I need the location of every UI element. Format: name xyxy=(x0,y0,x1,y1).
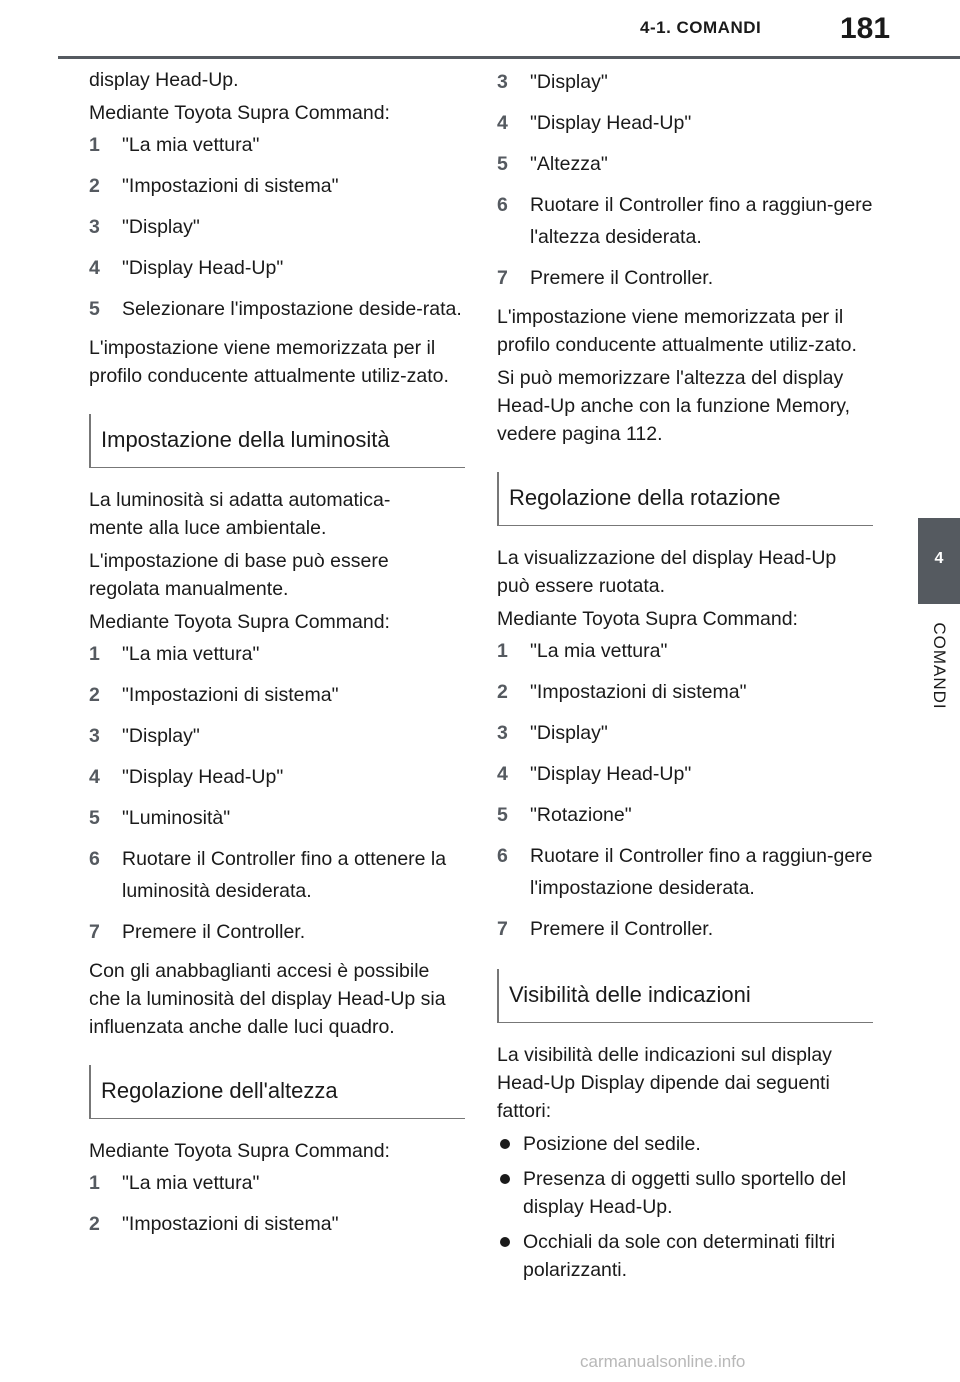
step-text: "La mia vettura" xyxy=(122,134,260,156)
step-text: "Display" xyxy=(122,216,200,238)
bullet-item xyxy=(497,1165,873,1221)
step-number: 1 xyxy=(89,1172,100,1194)
step-number: 2 xyxy=(89,684,100,706)
step-item xyxy=(497,717,873,749)
step-item xyxy=(89,638,465,670)
step-text: "Impostazioni di sistema" xyxy=(530,681,747,703)
step-number: 3 xyxy=(497,722,508,744)
step-text: Ruotare il Controller fino a raggiun-gere l'impostazione desiderata. xyxy=(530,845,873,899)
paragraph: display Head-Up. xyxy=(89,69,239,91)
paragraph: Mediante Toyota Supra Command: xyxy=(497,608,798,630)
step-item xyxy=(497,840,873,904)
chapter-label-text: COMANDI xyxy=(930,622,949,710)
step-number: 5 xyxy=(497,153,508,175)
step-number: 6 xyxy=(497,194,508,216)
step-text: Premere il Controller. xyxy=(122,921,306,943)
step-number: 2 xyxy=(89,175,100,197)
step-item xyxy=(89,252,465,284)
step-text: Premere il Controller. xyxy=(530,267,714,289)
bullet-text: Presenza di oggetti sullo sportello del display Head-Up. xyxy=(523,1168,847,1218)
step-item xyxy=(497,107,873,139)
step-number: 1 xyxy=(497,640,508,662)
bullet-icon xyxy=(500,1139,510,1149)
step-text: "Impostazioni di sistema" xyxy=(122,1213,339,1235)
bullet-icon xyxy=(500,1237,510,1247)
paragraph: L'impostazione viene memorizzata per il profilo conducente attualmente utiliz-zato. xyxy=(89,337,449,387)
header-divider xyxy=(58,56,960,59)
step-number: 1 xyxy=(89,134,100,156)
chapter-number: 4 xyxy=(934,550,944,567)
step-item xyxy=(497,148,873,180)
step-text: Ruotare il Controller fino a raggiun-gere l'altezza desiderata. xyxy=(530,194,873,248)
step-number: 2 xyxy=(497,681,508,703)
section-heading: Regolazione dell'altezza xyxy=(89,1065,465,1119)
paragraph: La luminosità si adatta automatica-mente alla luce ambientale. xyxy=(89,489,391,539)
bullet-item xyxy=(497,1228,873,1284)
step-text: "Altezza" xyxy=(530,153,608,175)
step-text: "Display Head-Up" xyxy=(122,257,284,279)
step-text: "La mia vettura" xyxy=(122,643,260,665)
step-text: "Impostazioni di sistema" xyxy=(122,684,339,706)
step-text: "Display Head-Up" xyxy=(530,763,692,785)
step-number: 6 xyxy=(89,848,100,870)
step-item xyxy=(497,913,873,945)
step-text: Ruotare il Controller fino a ottenere la luminosità desiderata. xyxy=(122,848,447,902)
step-item xyxy=(89,802,465,834)
step-text: "Display Head-Up" xyxy=(122,766,284,788)
step-text: "Rotazione" xyxy=(530,804,632,826)
step-number: 4 xyxy=(497,112,508,134)
step-number: 3 xyxy=(497,71,508,93)
paragraph: La visualizzazione del display Head-Up può essere ruotata. xyxy=(497,547,837,597)
paragraph: Mediante Toyota Supra Command: xyxy=(89,102,390,124)
step-item xyxy=(89,761,465,793)
right-column xyxy=(497,66,873,1291)
paragraph: La visibilità delle indicazioni sul display Head-Up Display dipende dai seguenti fattori: xyxy=(497,1044,832,1122)
step-text: "La mia vettura" xyxy=(122,1172,260,1194)
step-text: "Display" xyxy=(530,71,608,93)
step-item xyxy=(497,189,873,253)
paragraph: Mediante Toyota Supra Command: xyxy=(89,611,390,633)
step-item xyxy=(89,293,465,325)
step-text: Selezionare l'impostazione deside-rata. xyxy=(122,298,462,320)
step-text: "Display" xyxy=(122,725,200,747)
step-number: 6 xyxy=(497,845,508,867)
watermark: carmanualsonline.info xyxy=(580,1352,746,1371)
step-item xyxy=(497,676,873,708)
step-item xyxy=(497,635,873,667)
step-number: 3 xyxy=(89,216,100,238)
step-item xyxy=(89,211,465,243)
paragraph: L'impostazione di base può essere regolata manualmente. xyxy=(89,550,389,600)
section-heading: Regolazione della rotazione xyxy=(497,472,873,526)
step-number: 1 xyxy=(89,643,100,665)
step-item xyxy=(89,720,465,752)
paragraph: Con gli anabbaglianti accesi è possibile che la luminosità del display Head-Up sia influenzata anche dalle luci quadro. xyxy=(89,960,446,1038)
paragraph: Mediante Toyota Supra Command: xyxy=(89,1140,390,1162)
step-text: "Display" xyxy=(530,722,608,744)
step-number: 5 xyxy=(89,298,100,320)
section-heading: Impostazione della luminosità xyxy=(89,414,465,468)
step-item xyxy=(89,1167,465,1199)
step-item xyxy=(89,916,465,948)
step-item xyxy=(497,758,873,790)
step-number: 7 xyxy=(89,921,100,943)
step-text: "Luminosità" xyxy=(122,807,231,829)
step-item xyxy=(89,679,465,711)
step-item xyxy=(89,129,465,161)
chapter-tab xyxy=(918,518,960,604)
bullet-item xyxy=(497,1130,873,1158)
step-item xyxy=(497,262,873,294)
page-header xyxy=(0,0,960,62)
page-number: 181 xyxy=(839,12,891,45)
step-text: "La mia vettura" xyxy=(530,640,668,662)
step-number: 7 xyxy=(497,267,508,289)
step-text: Premere il Controller. xyxy=(530,918,714,940)
step-number: 7 xyxy=(497,918,508,940)
step-number: 2 xyxy=(89,1213,100,1235)
section-title: 4-1. COMANDI xyxy=(640,18,762,37)
bullet-text: Occhiali da sole con determinati filtri polarizzanti. xyxy=(523,1231,836,1281)
step-item xyxy=(497,799,873,831)
step-number: 5 xyxy=(89,807,100,829)
step-item xyxy=(89,1208,465,1240)
step-text: "Impostazioni di sistema" xyxy=(122,175,339,197)
step-number: 4 xyxy=(497,763,508,785)
section-heading: Visibilità delle indicazioni xyxy=(497,969,873,1023)
step-number: 5 xyxy=(497,804,508,826)
step-item xyxy=(89,170,465,202)
step-item xyxy=(497,66,873,98)
bullet-icon xyxy=(500,1174,510,1184)
step-item xyxy=(89,843,465,907)
bullet-text: Posizione del sedile. xyxy=(523,1133,701,1155)
left-column xyxy=(89,66,465,1249)
paragraph: Si può memorizzare l'altezza del display Head-Up anche con la funzione Memory, vedere pagina 112. xyxy=(497,367,850,445)
paragraph: L'impostazione viene memorizzata per il profilo conducente attualmente utiliz-zato. xyxy=(497,306,857,356)
step-number: 4 xyxy=(89,766,100,788)
step-number: 4 xyxy=(89,257,100,279)
step-text: "Display Head-Up" xyxy=(530,112,692,134)
step-number: 3 xyxy=(89,725,100,747)
